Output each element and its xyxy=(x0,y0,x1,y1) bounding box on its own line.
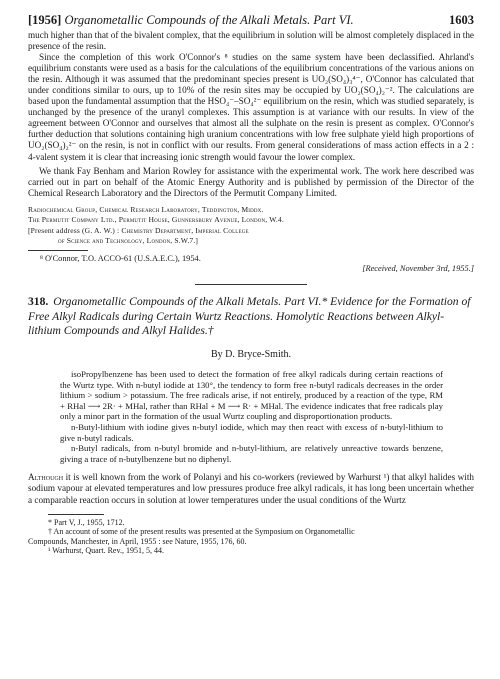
author-line: By D. Bryce-Smith. xyxy=(211,349,291,361)
abstract-paragraph: n-Butyl-lithium with iodine gives n-butyl iodide, which may then react with excess of n-butyl-lithium to give n-butyl radicals. xyxy=(60,422,443,443)
part-label: Part VI. xyxy=(313,13,354,27)
year: [1956] xyxy=(28,13,62,27)
introduction-text: it is well known from the work of Polanyi and his co-workers (reviewed by Warhurst ¹) that alkyl halides with sodium vapour at elevated temperatures and low pressures produce free alkyl radicals, it has long been uncertain whether a comparable reaction occurs in solution at lower temperatures under the usual conditions of the Wurtz xyxy=(28,472,474,505)
previous-article-text xyxy=(28,30,474,199)
footnote-divider xyxy=(48,514,104,515)
present-address-label: [Present address (G. A. W.) : xyxy=(28,225,120,235)
footnote: * Part V, J., 1955, 1712. xyxy=(48,517,125,527)
abstract xyxy=(60,369,443,464)
affiliations xyxy=(28,205,474,247)
journal-section-title: Organometallic Compounds of the Alkali Metals. xyxy=(64,13,311,27)
lead-word: Although xyxy=(28,472,64,483)
page-number: 1603 xyxy=(449,13,474,27)
affiliation-line: of Science and Technology, London, S.W.7.] xyxy=(58,236,199,246)
acknowledgement-paragraph: We thank Fay Benham and Marion Rowley for assistance with the experimental work. The work here described was carried out in part on behalf of the Atomic Energy Authority and is published by permission of the Director of the Chemical Research Laboratory and the Directors of the Permutit Company Limited. xyxy=(28,165,474,198)
paragraph: much higher than that of the bivalent complex, that the equilibrium in solution will be almost completely displaced in the presence of the resin. xyxy=(28,30,474,52)
paragraph: Since the completion of this work O'Connor's ⁸ studies on the same system have been declassified. Ahrland's equilibrium constants were used as a basis for the calculations of the equilibrium concentrations of the various anions on the resin. Although it was assumed that the predominant species present is UO₂(SO₄)₃⁴⁻, O'Connor has calculated that under conditions similar to ours, up to 10% of the resin sites may be occupied by UO₂(SO₄)₂⁻². The calculations are based upon the fundamental assumption that the HSO₄⁻–SO₄²⁻ equilibrium on the resin, which was studied separately, is unchanged by the presence of the uranyl complexes. This assumption is at variance with our results. In view of the agreement between O'Connor and ourselves that almost all the sulphate on the resin is present as complex. O'Connor's further deduction that solutions containing high uranium concentrations with low free sulphate yield high proportions of UO₂(SO₄)₂²⁻ on the resin, is not in conflict with our results. From general considerations of mass action effects in a 2 : 4-valent system it is clear that increasing ionic strength would favour the lower complex. xyxy=(28,52,474,162)
footnote: † An account of some of the present results was presented at the Symposium on Organometallic xyxy=(48,527,355,537)
received-date: [Received, November 3rd, 1955.] xyxy=(362,263,474,273)
article-number: 318. xyxy=(28,294,49,308)
footnote: ¹ Warhurst, Quart. Rev., 1951, 5, 44. xyxy=(48,546,164,556)
article-title-text: Organometallic Compounds of the Alkali Metals. Part VI.* Evidence for the Formation of Free Alkyl Radicals during Certain Wurtz Reactions. Homolytic Reactions between Alkyl-lithium Compounds and Alkyl Halides.† xyxy=(28,294,471,338)
running-header xyxy=(28,10,474,30)
affiliation-line: Radiochemical Group, Chemical Research Laboratory, Teddington, Middx. xyxy=(28,204,264,214)
abstract-paragraph: n-Butyl radicals, from n-butyl bromide and n-butyl-lithium, are relatively unreactive towards benzene, giving a trace of n-butylbenzene but no diphenyl. xyxy=(60,443,443,464)
running-title xyxy=(28,10,354,30)
article-title xyxy=(28,295,474,339)
footnotes xyxy=(28,514,474,556)
affiliation-line xyxy=(28,226,474,237)
article-divider xyxy=(195,284,307,285)
affiliation-line: The Permutit Company Ltd., Permutit House, Gunnersbury Avenue, London, W.4. xyxy=(28,215,284,225)
footnote-divider xyxy=(28,250,88,251)
abstract-paragraph: isoPropylbenzene has been used to detect the formation of free alkyl radicals during certain reactions of the Wurtz type. With n-butyl iodide at 130°, the tendency to form free n-butyl radicals decreases in the order lithium > sodium > potassium. The free radicals arise, if not entirely, produced by a reaction of the type, RM + RHal ⟶ 2R· + MHal, rather than RHal + M ⟶ R· + MHal. The evidence indicates that free radicals play only a minor part in the formation of the usual Wurtz coupling and disproportionation products. xyxy=(60,369,443,422)
present-address: Chemistry Department, Imperial College xyxy=(121,225,249,235)
footnote: ⁸ O'Connor, T.O. ACCO-61 (U.S.A.E.C.), 1954. xyxy=(40,253,201,263)
introduction-paragraph xyxy=(28,472,474,505)
footnote-continuation: Compounds, Manchester, in April, 1955 : see Nature, 1955, 176, 60. xyxy=(28,536,247,546)
journal-page xyxy=(28,10,474,556)
